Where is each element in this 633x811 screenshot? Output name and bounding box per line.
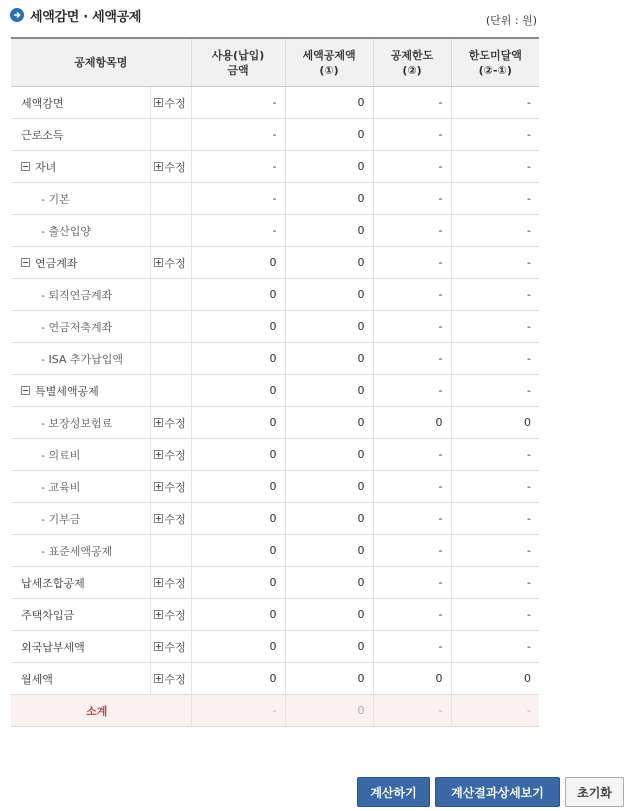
col-header-item-name: 공제항목명	[11, 38, 191, 87]
row-label: - 보장성보험료	[41, 416, 113, 430]
plus-box-icon	[154, 674, 163, 683]
limit-cell: -	[373, 279, 451, 311]
shortfall-cell: -	[451, 247, 539, 279]
amount-cell: -	[191, 87, 285, 119]
col-header-shortfall: 한도미달액 (②-①)	[451, 38, 539, 87]
shortfall-cell: -	[451, 183, 539, 215]
limit-cell: -	[373, 311, 451, 343]
table-row	[11, 599, 539, 631]
limit-cell: 0	[373, 407, 451, 439]
credit-cell: 0	[285, 567, 373, 599]
limit-cell: -	[373, 567, 451, 599]
table-row	[11, 567, 539, 599]
credit-cell: 0	[285, 183, 373, 215]
row-label: - 의료비	[41, 448, 81, 462]
table-row	[11, 183, 539, 215]
shortfall-cell: 0	[451, 407, 539, 439]
col-header-limit: 공제한도 (②)	[373, 38, 451, 87]
row-label: 특별세액공제	[35, 384, 99, 398]
limit-cell: 0	[373, 663, 451, 695]
section-header	[10, 6, 141, 24]
shortfall-cell: -	[451, 471, 539, 503]
table-row	[11, 119, 539, 151]
limit-cell: -	[373, 215, 451, 247]
amount-cell: -	[191, 215, 285, 247]
limit-cell: -	[373, 183, 451, 215]
credit-cell: 0	[285, 87, 373, 119]
table-row	[11, 151, 539, 183]
row-label: 납세조합공제	[11, 567, 150, 599]
limit-cell: -	[373, 119, 451, 151]
credit-cell: 0	[285, 151, 373, 183]
edit-button[interactable]: 수정	[154, 415, 186, 431]
amount-cell: 0	[191, 247, 285, 279]
amount-cell: 0	[191, 503, 285, 535]
shortfall-cell: -	[451, 439, 539, 471]
table-row	[11, 215, 539, 247]
shortfall-cell: 0	[451, 663, 539, 695]
row-label: 자녀	[35, 160, 57, 174]
minus-box-icon	[21, 386, 30, 395]
unit-label: (단위 : 원)	[485, 14, 537, 27]
plus-box-icon	[154, 578, 163, 587]
row-label: 연금계좌	[35, 256, 78, 270]
amount-cell: -	[191, 183, 285, 215]
section-title: 세액감면 · 세액공제	[30, 9, 142, 25]
table-header-row	[11, 38, 539, 87]
edit-button[interactable]: 수정	[154, 255, 186, 271]
amount-cell: 0	[191, 535, 285, 567]
plus-box-icon	[154, 98, 163, 107]
plus-box-icon	[154, 418, 163, 427]
shortfall-cell: -	[451, 151, 539, 183]
subtotal-row	[11, 695, 539, 727]
subtotal-limit: -	[373, 695, 451, 727]
row-label: - 출산입양	[41, 224, 91, 238]
shortfall-cell: -	[451, 311, 539, 343]
shortfall-cell: -	[451, 535, 539, 567]
shortfall-cell: -	[451, 375, 539, 407]
edit-button[interactable]: 수정	[154, 639, 186, 655]
collapse-toggle[interactable]	[21, 383, 99, 399]
edit-button[interactable]: 수정	[154, 159, 186, 175]
shortfall-cell: -	[451, 567, 539, 599]
table-row	[11, 87, 539, 119]
credit-cell: 0	[285, 279, 373, 311]
credit-cell: 0	[285, 599, 373, 631]
row-label: 주택차입금	[11, 599, 150, 631]
credit-cell: 0	[285, 375, 373, 407]
plus-box-icon	[154, 450, 163, 459]
arrow-right-circle-icon	[10, 8, 24, 22]
credit-cell: 0	[285, 503, 373, 535]
limit-cell: -	[373, 471, 451, 503]
table-row	[11, 279, 539, 311]
plus-box-icon	[154, 514, 163, 523]
edit-button[interactable]: 수정	[154, 447, 186, 463]
credit-cell: 0	[285, 119, 373, 151]
table-row	[11, 375, 539, 407]
reset-button[interactable]: 초기화	[565, 777, 624, 807]
shortfall-cell: -	[451, 87, 539, 119]
amount-cell: 0	[191, 471, 285, 503]
row-label: 세액감면	[11, 87, 150, 119]
shortfall-cell: -	[451, 279, 539, 311]
row-label: - ISA 추가납입액	[41, 352, 124, 366]
col-header-credit: 세액공제액 (①)	[285, 38, 373, 87]
table-row	[11, 535, 539, 567]
minus-box-icon	[21, 162, 30, 171]
limit-cell: -	[373, 375, 451, 407]
table-row	[11, 631, 539, 663]
amount-cell: 0	[191, 599, 285, 631]
plus-box-icon	[154, 482, 163, 491]
amount-cell: 0	[191, 343, 285, 375]
credit-cell: 0	[285, 663, 373, 695]
edit-button[interactable]: 수정	[154, 607, 186, 623]
limit-cell: -	[373, 87, 451, 119]
credit-cell: 0	[285, 631, 373, 663]
collapse-toggle[interactable]	[21, 255, 78, 271]
table-row	[11, 503, 539, 535]
limit-cell: -	[373, 247, 451, 279]
plus-box-icon	[154, 642, 163, 651]
credit-cell: 0	[285, 439, 373, 471]
row-label: - 교육비	[41, 480, 81, 494]
amount-cell: 0	[191, 567, 285, 599]
row-label: 외국납부세액	[11, 631, 150, 663]
limit-cell: -	[373, 535, 451, 567]
table-row	[11, 311, 539, 343]
limit-cell: -	[373, 343, 451, 375]
row-label: 월세액	[11, 663, 150, 695]
shortfall-cell: -	[451, 343, 539, 375]
limit-cell: -	[373, 631, 451, 663]
edit-button[interactable]: 수정	[154, 95, 186, 111]
subtotal-shortfall: -	[451, 695, 539, 727]
plus-box-icon	[154, 162, 163, 171]
amount-cell: 0	[191, 407, 285, 439]
edit-button[interactable]: 수정	[154, 575, 186, 591]
minus-box-icon	[21, 258, 30, 267]
subtotal-label: 소계	[11, 695, 191, 727]
row-label: - 퇴직연금계좌	[41, 288, 113, 302]
plus-box-icon	[154, 610, 163, 619]
collapse-toggle[interactable]	[21, 159, 56, 175]
row-label: - 표준세액공제	[41, 544, 113, 558]
table-row	[11, 343, 539, 375]
table-row	[11, 439, 539, 471]
shortfall-cell: -	[451, 119, 539, 151]
table-row	[11, 663, 539, 695]
limit-cell: -	[373, 439, 451, 471]
shortfall-cell: -	[451, 599, 539, 631]
subtotal-credit: 0	[285, 695, 373, 727]
amount-cell: 0	[191, 439, 285, 471]
shortfall-cell: -	[451, 215, 539, 247]
limit-cell: -	[373, 503, 451, 535]
table-row	[11, 247, 539, 279]
amount-cell: 0	[191, 311, 285, 343]
amount-cell: 0	[191, 663, 285, 695]
tax-credit-table	[11, 37, 539, 727]
amount-cell: 0	[191, 375, 285, 407]
row-label: 근로소득	[11, 119, 150, 151]
credit-cell: 0	[285, 343, 373, 375]
row-label: - 기본	[41, 192, 70, 206]
credit-cell: 0	[285, 311, 373, 343]
col-header-amount: 사용(납입) 금액	[191, 38, 285, 87]
row-label: - 연금저축계좌	[41, 320, 113, 334]
amount-cell: -	[191, 151, 285, 183]
calculate-button[interactable]: 계산하기	[357, 777, 430, 807]
credit-cell: 0	[285, 407, 373, 439]
limit-cell: -	[373, 151, 451, 183]
table-row	[11, 471, 539, 503]
amount-cell: -	[191, 119, 285, 151]
credit-cell: 0	[285, 535, 373, 567]
limit-cell: -	[373, 599, 451, 631]
plus-box-icon	[154, 258, 163, 267]
amount-cell: 0	[191, 279, 285, 311]
shortfall-cell: -	[451, 503, 539, 535]
row-label: - 기부금	[41, 512, 81, 526]
credit-cell: 0	[285, 215, 373, 247]
edit-button[interactable]: 수정	[154, 511, 186, 527]
table-row	[11, 407, 539, 439]
shortfall-cell: -	[451, 631, 539, 663]
amount-cell: 0	[191, 631, 285, 663]
subtotal-amount: -	[191, 695, 285, 727]
credit-cell: 0	[285, 471, 373, 503]
edit-button[interactable]: 수정	[154, 671, 186, 687]
credit-cell: 0	[285, 247, 373, 279]
view-calculation-detail-button[interactable]: 계산결과상세보기	[435, 777, 560, 807]
edit-button[interactable]: 수정	[154, 479, 186, 495]
